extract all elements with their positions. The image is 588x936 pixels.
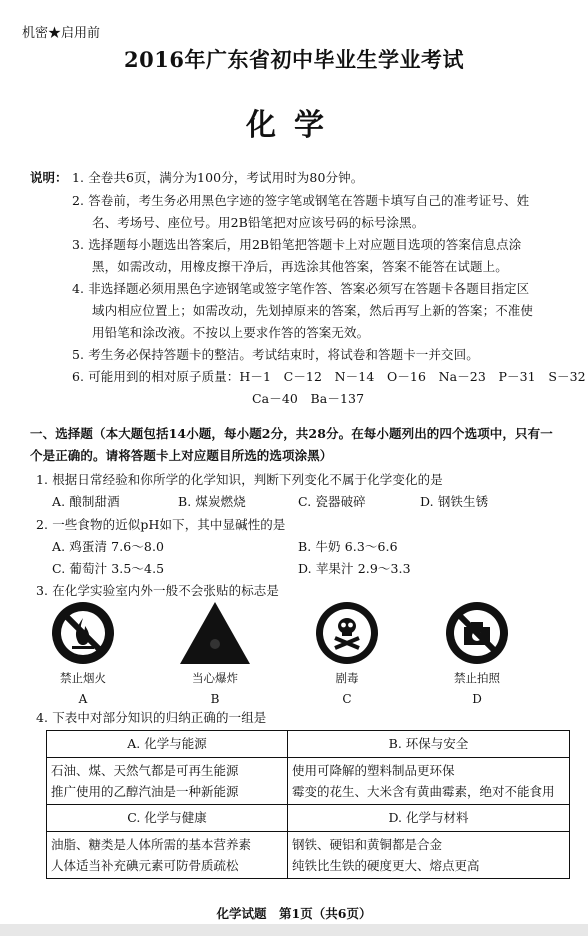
sign-b <box>165 600 265 706</box>
sign-d <box>427 600 527 706</box>
notes-label: 说明： <box>30 170 68 185</box>
subject-title: 化学 <box>246 108 342 143</box>
note-line: 域内相应位置上；如需改动，先划掉原来的答案，然后再写上新的答案；不准使 <box>92 303 534 318</box>
page-footer: 化学试题 第1页（共6页） <box>216 906 372 921</box>
note-line: 5. 考生务必保持答题卡的整洁。考试结束时，将试卷和答题卡一并交回。 <box>72 347 479 362</box>
section-heading-cont: 个是正确的。请将答题卡上对应题目所选的选项涂黑） <box>30 448 333 463</box>
table-cell-b <box>288 758 570 805</box>
note-line: 2. 答卷前，考生务必用黑色字迹的签字笔或钢笔在答题卡填写自己的准考证号、姓 <box>72 193 530 208</box>
question-2-stem: 2. 一些食物的近似pH如下，其中显碱性的是 <box>36 517 286 532</box>
cell-line: 油脂、糖类是人体所需的基本营养素 <box>51 837 252 852</box>
sign-b-caption: 当心爆炸 <box>192 671 238 685</box>
table-cell-a <box>47 758 288 805</box>
table-head-a: A. 化学与能源 <box>47 731 288 758</box>
table-head-d: D. 化学与材料 <box>288 805 570 832</box>
q2-option-a: A. 鸡蛋清 7.6～8.0 <box>52 539 165 554</box>
sign-c-letter: C <box>342 692 352 706</box>
note-line: 黑，如需改动，用橡皮擦干净后，再选涂其他答案，答案不能答在试题上。 <box>92 259 508 274</box>
table-row <box>47 832 570 879</box>
table-row <box>47 805 570 832</box>
table-row <box>47 758 570 805</box>
knowledge-table <box>46 730 570 879</box>
q2-option-b: B. 牛奶 6.3～6.6 <box>298 539 398 554</box>
note-line: 3. 选择题每小题选出答案后，用2B铅笔把答题卡上对应题目选项的答案信息点涂 <box>72 237 522 252</box>
sign-c <box>297 600 397 706</box>
section-heading: 一、选择题（本大题包括14小题，每小题2分，共28分。在每小题列出的四个选项中，只有一 <box>30 426 553 441</box>
table-row <box>47 731 570 758</box>
question-4-stem: 4. 下表中对部分知识的归纳正确的一组是 <box>36 710 267 725</box>
q1-option-a: A. 酿制甜酒 <box>52 494 120 509</box>
q2-option-c: C. 葡萄汁 3.5～4.5 <box>52 561 165 576</box>
table-cell-c <box>47 832 288 879</box>
table-head-b: B. 环保与安全 <box>288 731 570 758</box>
note-line: 1. 全卷共6页，满分为100分，考试用时为80分钟。 <box>72 170 364 185</box>
sign-b-letter: B <box>210 692 220 706</box>
cell-line: 人体适当补充碘元素可防骨质疏松 <box>51 858 239 873</box>
sign-d-caption: 禁止拍照 <box>454 671 500 685</box>
safety-signs <box>35 600 575 710</box>
no-fire-icon <box>50 600 116 666</box>
q1-option-d: D. 钢铁生锈 <box>420 494 489 509</box>
cell-line: 推广使用的乙醇汽油是一种新能源 <box>51 784 239 799</box>
cell-line: 石油、煤、天然气都是可再生能源 <box>51 763 239 778</box>
cell-line: 使用可降解的塑料制品更环保 <box>292 763 455 778</box>
note-line: 6. 可能用到的相对原子质量：H－1 C－12 N－14 O－16 Na－23 P－31 S－32 <box>72 369 586 384</box>
exam-title: 2016年广东省初中毕业生学业考试 <box>124 47 464 72</box>
question-3-stem: 3. 在化学实验室内外一般不会张贴的标志是 <box>36 583 280 598</box>
confidential-mark: 机密★启用前 <box>22 26 101 41</box>
explosion-warning-icon <box>178 600 252 666</box>
scan-edge <box>0 924 588 936</box>
cell-line: 霉变的花生、大米含有黄曲霉素，绝对不能食用 <box>292 784 555 799</box>
q1-option-c: C. 瓷器破碎 <box>298 494 366 509</box>
question-1-stem: 1. 根据日常经验和你所学的化学知识，判断下列变化不属于化学变化的是 <box>36 472 443 487</box>
q1-option-b: B. 煤炭燃烧 <box>178 494 246 509</box>
no-camera-icon <box>444 600 510 666</box>
q2-option-d: D. 苹果汁 2.9～3.3 <box>298 561 411 576</box>
cell-line: 钢铁、硬铝和黄铜都是合金 <box>292 837 443 852</box>
sign-d-letter: D <box>472 692 482 706</box>
note-line: Ca－40 Ba－137 <box>252 391 365 406</box>
table-head-c: C. 化学与健康 <box>47 805 288 832</box>
sign-c-caption: 剧毒 <box>335 671 359 685</box>
skull-toxic-icon <box>314 600 380 666</box>
note-line: 4. 非选择题必须用黑色字迹钢笔或签字笔作答、答案必须写在答题卡各题目指定区 <box>72 281 530 296</box>
note-line: 用铅笔和涂改液。不按以上要求作答的答案无效。 <box>92 325 370 340</box>
sign-a-letter: A <box>78 692 88 706</box>
cell-line: 纯铁比生铁的硬度更大、熔点更高 <box>292 858 480 873</box>
sign-a <box>33 600 133 706</box>
table-cell-d <box>288 832 570 879</box>
sign-a-caption: 禁止烟火 <box>60 671 106 685</box>
note-line: 名、考场号、座位号。用2B铅笔把对应该号码的标号涂黑。 <box>92 215 425 230</box>
